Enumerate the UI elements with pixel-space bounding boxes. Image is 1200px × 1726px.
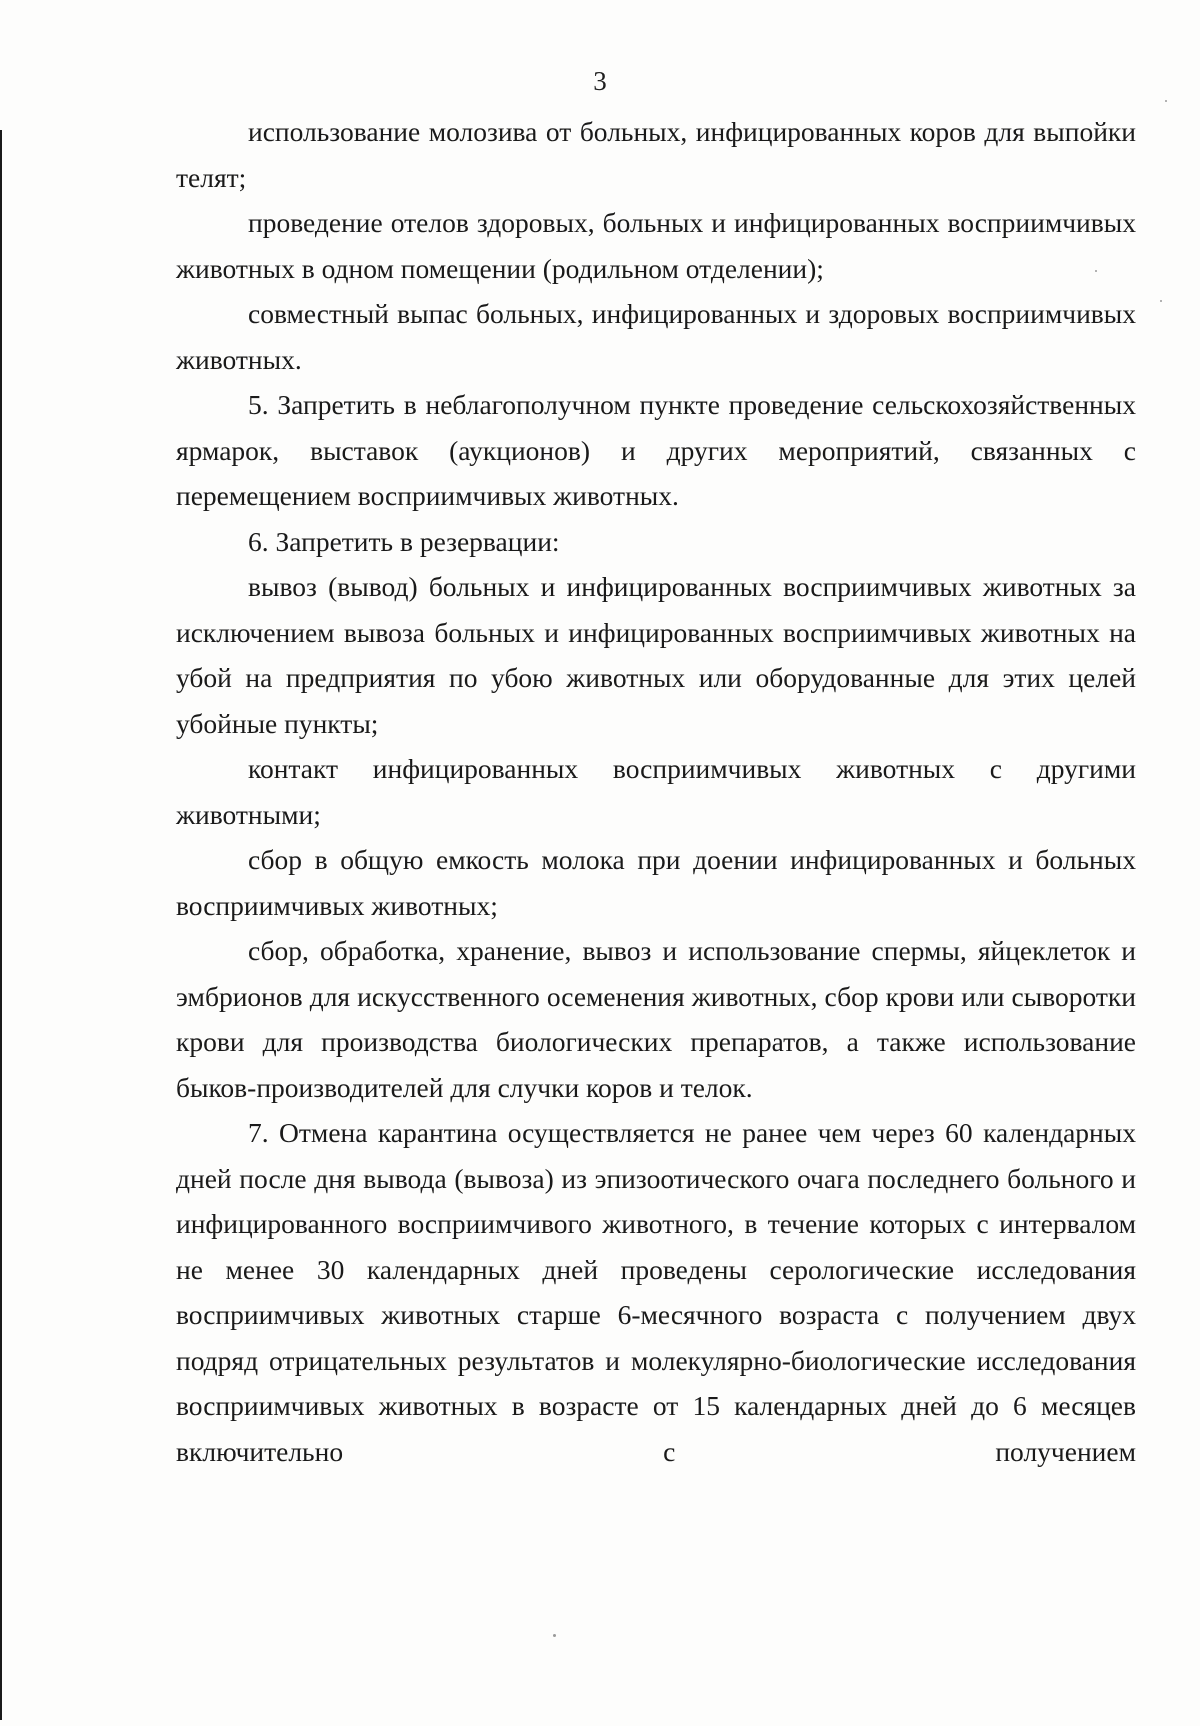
paragraph-colostrum: использование молозива от больных, инфицированных коров для выпойки телят;: [176, 116, 1136, 193]
paragraph-sperm-collection: сбор, обработка, хранение, вывоз и использование спермы, яйцеклеток и эмбрионов для искусственного осеменения животных, сбор крови или сыворотки крови для производства биологических препаратов, а также использование быков-производителей для случки коров и телок.: [176, 935, 1136, 1103]
document-body: [176, 109, 1136, 1474]
paragraph-contact: контакт инфицированных восприимчивых животных с другими животными;: [176, 753, 1136, 830]
paragraph-milk-collection: сбор в общую емкость молока при доении инфицированных и больных восприимчивых животных;: [176, 844, 1136, 921]
paragraph-calving: проведение отелов здоровых, больных и инфицированных восприимчивых животных в одном помещении (родильном отделении);: [176, 207, 1136, 284]
page-number: 3: [593, 66, 607, 96]
scan-speck: [1095, 270, 1097, 272]
scan-edge-line: [0, 130, 2, 1720]
paragraph-item-5: 5. Запретить в неблагополучном пункте проведение сельскохозяйственных ярмарок, выставок (аукционов) и других мероприятий, связанных с перемещением восприимчивых животных.: [176, 389, 1136, 511]
paragraph-item-6-heading: 6. Запретить в резервации:: [248, 525, 560, 557]
scan-speck: [1165, 100, 1167, 102]
paragraph-export: вывоз (вывод) больных и инфицированных восприимчивых животных за исключением вывоза больных и инфицированных восприимчивых животных на убой на предприятия по убою животных или оборудованные для этих целей убойные пункты;: [176, 571, 1136, 739]
scan-speck: [553, 1634, 556, 1637]
paragraph-item-7: 7. Отмена карантина осуществляется не ранее чем через 60 календарных дней после дня вывода (вывоза) из эпизоотического очага последнего больного и инфицированного восприимчивого животного, в течение которых с интервалом не менее 30 календарных дней проведены серологические исследования восприимчивых животных старше 6-месячного возраста с получением двух подряд отрицательных результатов и молекулярно-биологические исследования восприимчивых животных в возрасте от 15 календарных дней до 6 месяцев включительно с получением: [176, 1117, 1136, 1467]
paragraph-grazing: совместный выпас больных, инфицированных и здоровых восприимчивых животных.: [176, 298, 1136, 375]
scan-speck: [1160, 300, 1162, 302]
